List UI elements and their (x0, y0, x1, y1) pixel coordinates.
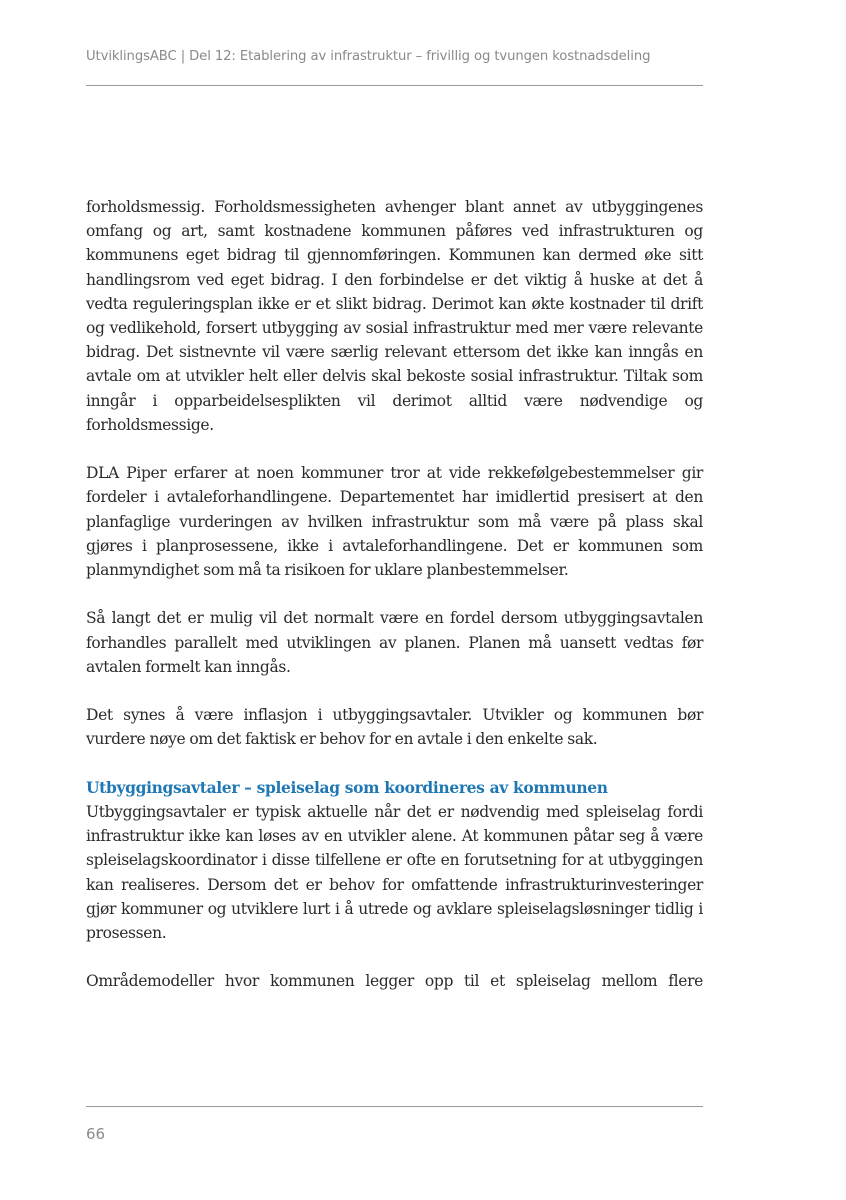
paragraph: Det synes å være inflasjon i utbyggingsavtaler. Utvikler og kommunen bør vurdere nøye om det faktisk er behov for en avtale i den enkelte sak. (86, 706, 703, 749)
footer-rule (86, 1106, 703, 1107)
header-rule (86, 85, 703, 86)
paragraph: Områdemodeller hvor kommunen legger opp til et spleiselag mellom flere (86, 972, 703, 991)
paragraph: forholdsmessig. Forholdsmessigheten avhenger blant annet av utbyggingenes omfang og art, samt kostnadene kommunen påføres ved infrastrukturen og kommunens eget bidrag til gjennomføringen. Kommunen kan dermed øke sitt handlingsrom ved eget bidrag. I den forbindelse er det viktig å huske at det å vedta reguleringsplan ikke er et slikt bidrag. Derimot kan økte kostnader til drift og vedlikehold, forsert utbygging av sosial infrastruktur med mer være relevante bidrag. Det sistnevnte vil være særlig relevant ettersom det ikke kan inngås en avtale om at utvikler helt eller delvis skal bekoste sosial infrastruktur. Tiltak som inngår i opparbeidelsesplikten vil derimot alltid være nødvendige og forholdsmessige. (86, 198, 703, 434)
body-text (86, 195, 703, 994)
paragraph: DLA Piper erfarer at noen kommuner tror at vide rekkefølgebestemmelser gir fordeler i avtaleforhandlingene. Departementet har imidlertid presisert at den planfaglige vurderingen av hvilken infrastruktur som må være på plass skal gjøres i planprosessene, ikke i avtaleforhandlingene. Det er kommunen som planmyndighet som må ta risikoen for uklare planbestemmelser. (86, 464, 703, 580)
running-header: UtviklingsABC | Del 12: Etablering av infrastruktur – frivillig og tvungen kostnadsdeling (86, 49, 651, 64)
paragraph: Så langt det er mulig vil det normalt være en fordel dersom utbyggingsavtalen forhandles parallelt med utviklingen av planen. Planen må uansett vedtas før avtalen formelt kan inngås. (86, 609, 703, 676)
paragraph: Utbyggingsavtaler er typisk aktuelle når det er nødvendig med spleiselag fordi infrastruktur ikke kan løses av en utvikler alene. At kommunen påtar seg å være spleiselagskoordinator i disse tilfellene er ofte en forutsetning for at utbyggingen kan realiseres. Dersom det er behov for omfattende infrastrukturinvesteringer gjør kommuner og utviklere lurt i å utrede og avklare spleiselagsløsninger tidlig i prosessen. (86, 803, 703, 943)
page-number: 66 (86, 1125, 106, 1143)
section-heading: Utbyggingsavtaler – spleiselag som koordineres av kommunen (86, 777, 608, 797)
